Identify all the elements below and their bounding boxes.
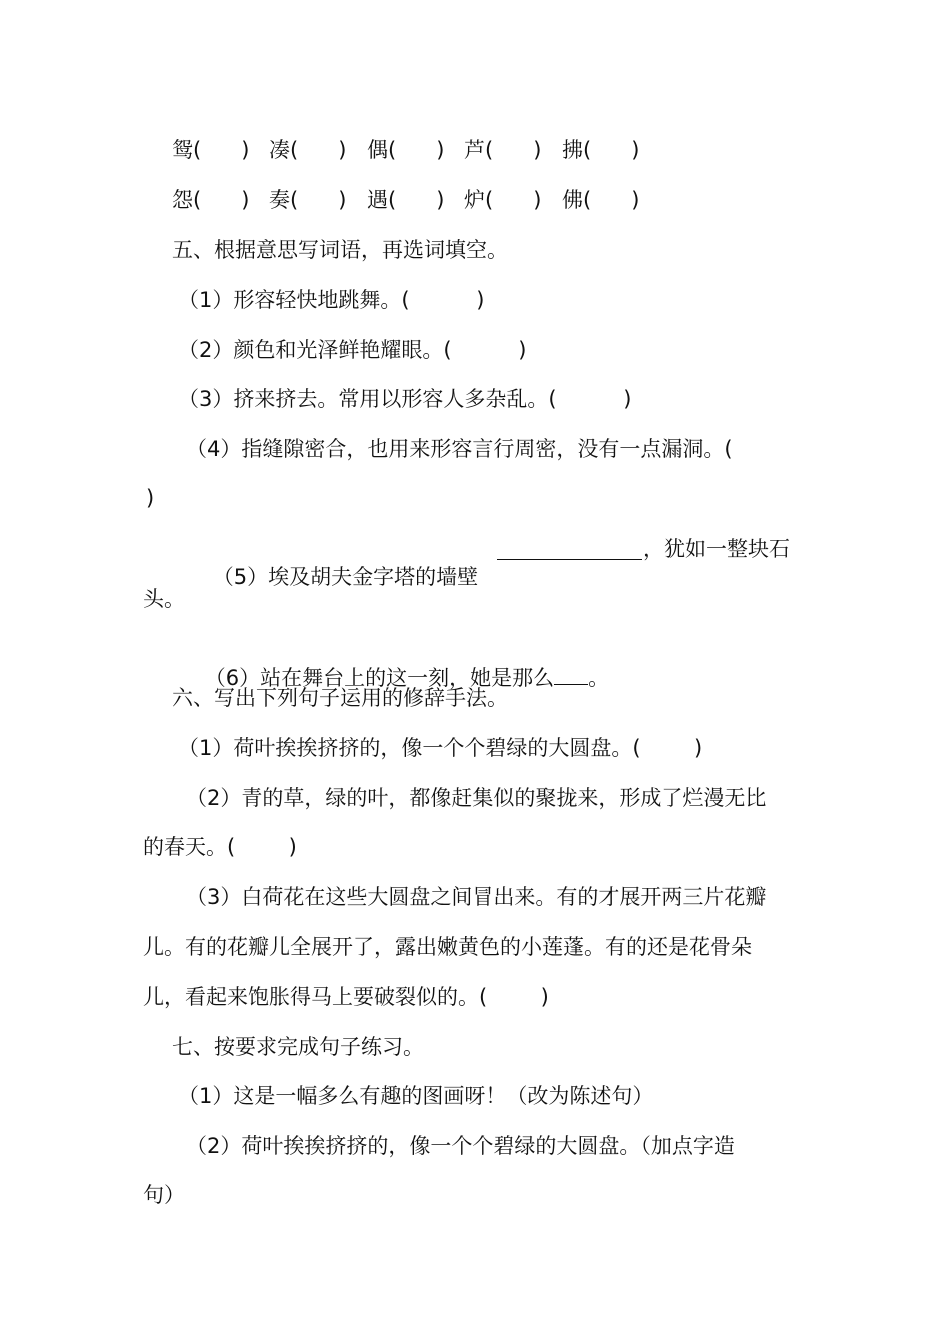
section7-item-2-cont: 句） <box>143 1183 185 1207</box>
section6-item-1: （1）荷叶挨挨挤挤的，像一个个碧绿的大圆盘。( ) <box>178 736 703 760</box>
section6-heading: 六、写出下列句子运用的修辞手法。 <box>172 686 508 710</box>
item5-after: ，犹如一整块石 <box>643 537 790 561</box>
section5-item-1: （1）形容轻快地跳舞。( ) <box>178 288 485 312</box>
fill-blank-6[interactable] <box>554 662 588 685</box>
section6-item-2-cont: 的春天。( ) <box>143 835 297 859</box>
section7-item-2: （2）荷叶挨挨挤挤的，像一个个碧绿的大圆盘。（加点字造 <box>186 1134 735 1158</box>
section6-item-2: （2）青的草，绿的叶，都像赶集似的聚拢来，形成了烂漫无比 <box>186 786 767 810</box>
section5-item-3: （3）挤来挤去。常用以形容人多杂乱。( ) <box>178 387 632 411</box>
section5-item-4-cont: ) <box>146 486 155 510</box>
char-cell: 拂( ) <box>562 138 640 162</box>
char-cell: 奏( ) <box>269 188 347 212</box>
section5-heading: 五、根据意思写词语，再选词填空。 <box>172 238 508 262</box>
section5-item-5 <box>186 535 478 619</box>
char-cell: 炉( ) <box>464 188 542 212</box>
char-cell: 凑( ) <box>269 138 347 162</box>
char-cell: 偶( ) <box>367 138 445 162</box>
char-cell: 遇( ) <box>367 188 445 212</box>
item5-text: （5）埃及胡夫金字塔的墙壁 <box>212 565 479 589</box>
char-cell: 芦( ) <box>464 138 542 162</box>
section5-item-4: （4）指缝隙密合，也用来形容言行周密，没有一点漏洞。( <box>186 437 733 461</box>
section6-item-3: （3）白荷花在这些大圆盘之间冒出来。有的才展开两三片花瓣 <box>186 885 767 909</box>
section7-heading: 七、按要求完成句子练习。 <box>172 1035 424 1059</box>
section6-item-3-cont1: 儿。有的花瓣儿全展开了，露出嫩黄色的小莲蓬。有的还是花骨朵 <box>143 935 752 959</box>
item6-after: 。 <box>588 666 610 690</box>
fill-blank-5[interactable] <box>497 537 642 560</box>
section7-item-1: （1）这是一幅多么有趣的图画呀！（改为陈述句） <box>178 1084 654 1108</box>
char-cell: 佛( ) <box>562 188 640 212</box>
char-cell: 鸳( ) <box>172 138 250 162</box>
section5-item-5-cont: 头。 <box>143 587 185 611</box>
section5-item-2: （2）颜色和光泽鲜艳耀眼。( ) <box>178 338 527 362</box>
char-cell: 怨( ) <box>172 188 250 212</box>
section6-item-3-cont2: 儿，看起来饱胀得马上要破裂似的。( ) <box>143 985 549 1009</box>
item6-text: （6）站在舞台上的这一刻，她是那么 <box>204 666 555 690</box>
